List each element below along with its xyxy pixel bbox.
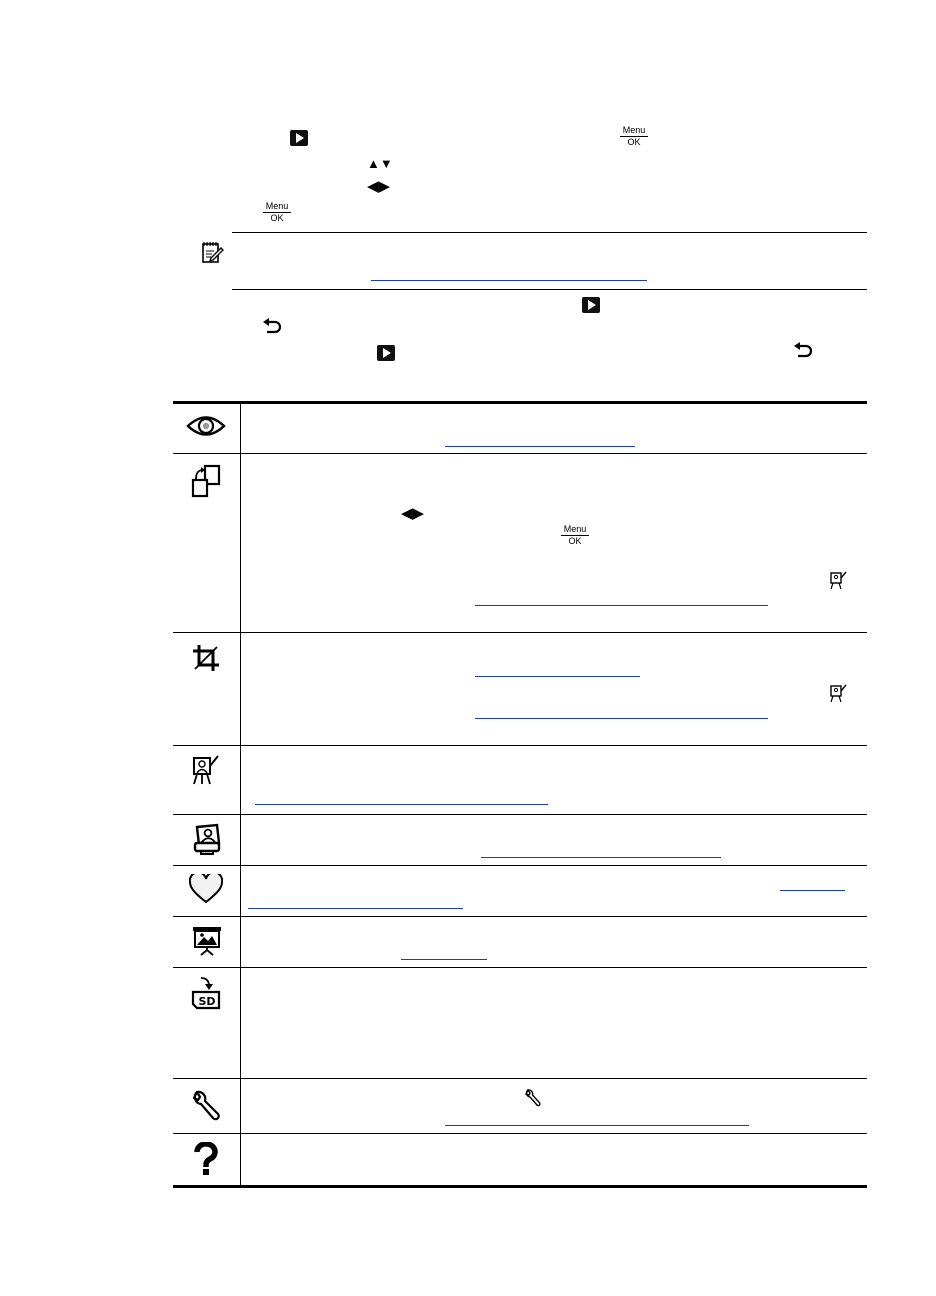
row-link[interactable] — [248, 908, 463, 909]
menu-ok-bottom-label: OK — [627, 137, 641, 147]
table-row — [173, 403, 867, 453]
table-row — [173, 746, 867, 814]
menu-ok-bottom-label: OK — [270, 213, 284, 223]
row-link[interactable] — [475, 718, 768, 719]
menu-ok-button-icon — [263, 202, 291, 223]
sd-card-icon — [191, 976, 229, 1010]
menu-ok-top-label: Menu — [263, 202, 291, 213]
table-row — [173, 815, 867, 865]
menu-ok-top-label: Menu — [620, 126, 648, 137]
print-photo-icon — [191, 823, 229, 857]
help-icon — [193, 1142, 231, 1176]
table-row — [173, 968, 867, 1078]
row-link[interactable] — [401, 959, 487, 960]
rotate-copy-icon — [191, 464, 229, 498]
eye-icon — [186, 409, 224, 443]
wrench-icon — [191, 1089, 229, 1123]
left-right-arrows-icon: ◀▶ — [401, 505, 425, 522]
row-link[interactable] — [445, 1125, 749, 1126]
back-arrow-icon — [262, 318, 282, 341]
up-down-arrows-icon: ▲▼ — [367, 156, 393, 171]
note-link[interactable] — [371, 280, 647, 281]
slideshow-icon — [191, 925, 229, 959]
note-bottom-rule — [232, 289, 867, 290]
table-row — [173, 866, 867, 916]
table-row — [173, 1079, 867, 1133]
row-link[interactable] — [780, 890, 845, 891]
row-link[interactable] — [475, 676, 640, 677]
note-top-rule — [232, 232, 867, 233]
playback-button-icon — [377, 345, 395, 361]
row-link[interactable] — [445, 446, 635, 447]
svg-text:SD: SD — [198, 995, 216, 1008]
heart-icon — [189, 874, 227, 908]
table-row — [173, 917, 867, 967]
table-row — [173, 633, 867, 745]
note-icon — [201, 240, 225, 269]
menu-ok-top-label: Menu — [561, 525, 589, 536]
row-link[interactable] — [255, 804, 548, 805]
row-link[interactable] — [475, 605, 768, 606]
back-arrow-icon — [793, 342, 813, 365]
design-gallery-small-icon — [830, 570, 848, 595]
table-row — [173, 1134, 867, 1185]
design-gallery-small-icon — [830, 683, 848, 708]
crop-icon — [191, 643, 229, 677]
playback-button-icon — [290, 130, 308, 146]
table-bottom-border — [173, 1185, 867, 1188]
row-link[interactable] — [481, 857, 721, 858]
menu-ok-button-icon — [620, 126, 648, 147]
design-gallery-icon — [191, 754, 229, 788]
menu-ok-button-icon — [561, 525, 589, 546]
table-row — [173, 454, 867, 632]
left-right-arrows-icon: ◀▶ — [367, 178, 391, 195]
wrench-small-icon — [525, 1089, 541, 1112]
menu-ok-bottom-label: OK — [568, 536, 582, 546]
playback-button-icon — [582, 297, 600, 313]
